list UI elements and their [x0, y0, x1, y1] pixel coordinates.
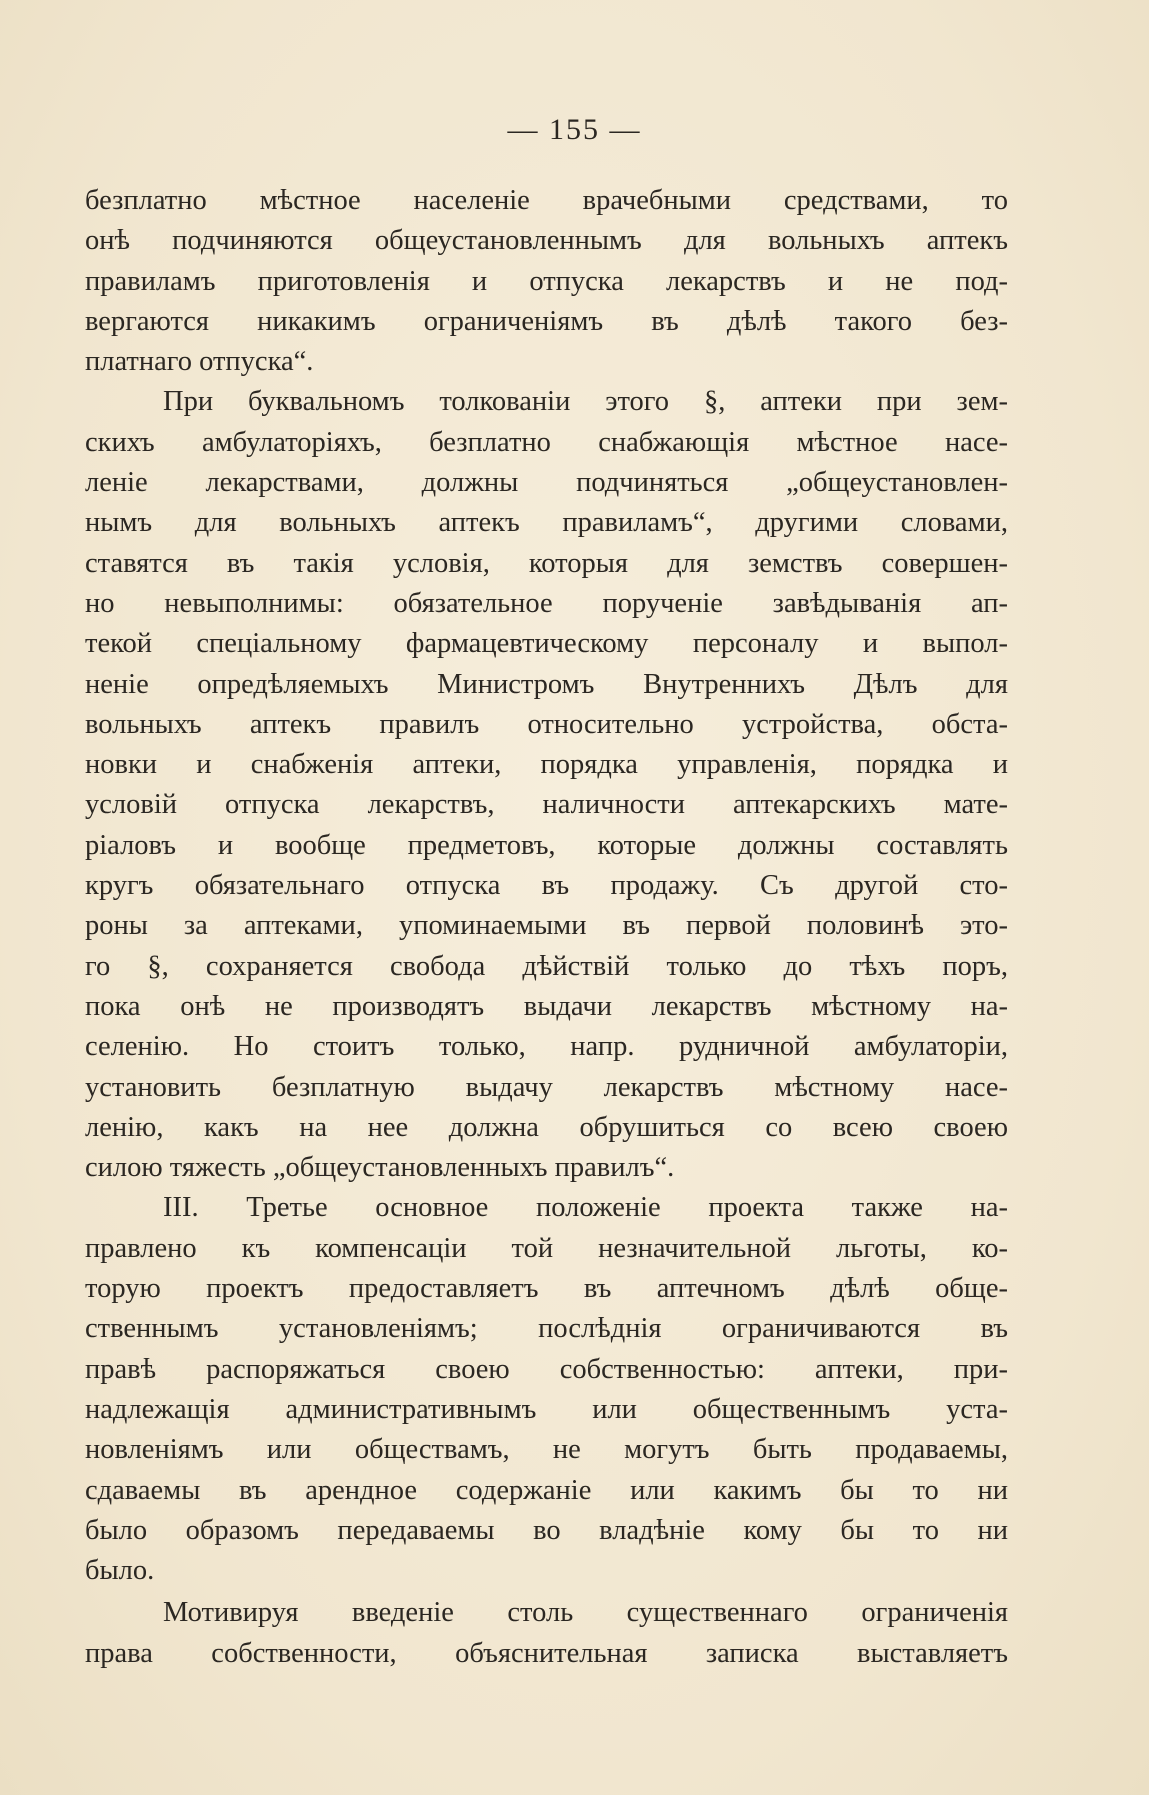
text-line: ріаловъ и вообще предметовъ, которые должны составлять: [85, 829, 1008, 861]
text-line: новки и снабженія аптеки, порядка управленія, порядка и: [85, 749, 1008, 781]
body-text: [85, 181, 1008, 1674]
text-line: было образомъ передаваемы во владѣніе кому бы то ни: [85, 1514, 1008, 1546]
text-line: было.: [85, 1555, 155, 1587]
text-line: надлежащія административнымъ или общественнымъ уста-: [85, 1393, 1008, 1425]
text-line: ставятся въ такія условія, которыя для земствъ совершен-: [85, 547, 1008, 579]
text-line: го §, сохраняется свобода дѣйствій только до тѣхъ поръ,: [85, 950, 1008, 982]
paragraph-start-line: При буквальномъ толкованіи этого §, аптеки при зем-: [163, 386, 1008, 418]
text-line: кругъ обязательнаго отпуска въ продажу. Съ другой сто-: [85, 870, 1008, 902]
text-line: силою тяжесть „общеустановленныхъ правилъ“.: [85, 1152, 675, 1184]
page-number: — 155 —: [507, 113, 642, 146]
text-line: вергаются никакимъ ограниченіямъ въ дѣлѣ такого без-: [85, 305, 1008, 337]
text-line: селенію. Но стоитъ только, напр. рудничной амбулаторіи,: [85, 1031, 1008, 1063]
text-line: роны за аптеками, упоминаемыми въ первой половинѣ это-: [85, 910, 1008, 942]
text-line: леніе лекарствами, должны подчиняться „общеустановлен-: [85, 467, 1008, 499]
text-line: установить безплатную выдачу лекарствъ мѣстному насе-: [85, 1071, 1008, 1103]
text-line: безплатно мѣстное населеніе врачебными средствами, то: [85, 185, 1008, 216]
text-line: пока онѣ не производятъ выдачи лекарствъ мѣстному на-: [85, 990, 1008, 1022]
text-line: ственнымъ установленіямъ; послѣднія ограничиваются въ: [85, 1313, 1008, 1345]
text-line: правиламъ приготовленія и отпуска лекарствъ и не под-: [85, 265, 1008, 297]
text-line: новленіямъ или обществамъ, не могутъ быть продаваемы,: [85, 1434, 1008, 1466]
text-line: условій отпуска лекарствъ, наличности аптекарскихъ мате-: [85, 789, 1008, 821]
text-line: но невыполнимы: обязательное порученіе завѣдыванія ап-: [85, 587, 1008, 619]
paragraph-start-line: III. Третье основное положеніе проекта также на-: [163, 1192, 1008, 1224]
text-line: текой спеціальному фармацевтическому персоналу и выпол-: [85, 628, 1008, 660]
text-line: торую проектъ предоставляетъ въ аптечномъ дѣлѣ обще-: [85, 1273, 1008, 1305]
text-line: права собственности, объяснительная записка выставляетъ: [85, 1637, 1008, 1669]
text-line: платнаго отпуска“.: [85, 346, 314, 378]
text-line: правѣ распоряжаться своею собственностью: аптеки, при-: [85, 1353, 1008, 1385]
text-line: скихъ амбулаторіяхъ, безплатно снабжающія мѣстное насе-: [85, 426, 1008, 458]
text-line: неніе опредѣляемыхъ Министромъ Внутреннихъ Дѣлъ для: [85, 668, 1008, 700]
text-line: нымъ для вольныхъ аптекъ правиламъ“, другими словами,: [85, 507, 1008, 539]
text-line: правлено къ компенсаціи той незначительной льготы, ко-: [85, 1232, 1008, 1264]
text-line: сдаваемы въ арендное содержаніе или какимъ бы то ни: [85, 1474, 1008, 1506]
text-line: онѣ подчиняются общеустановленнымъ для вольныхъ аптекъ: [85, 225, 1008, 257]
text-line: вольныхъ аптекъ правилъ относительно устройства, обста-: [85, 708, 1008, 740]
text-line: ленію, какъ на нее должна обрушиться со всею своею: [85, 1111, 1008, 1143]
paragraph-start-line: Мотивируя введеніе столь существеннаго ограниченія: [163, 1597, 1008, 1629]
